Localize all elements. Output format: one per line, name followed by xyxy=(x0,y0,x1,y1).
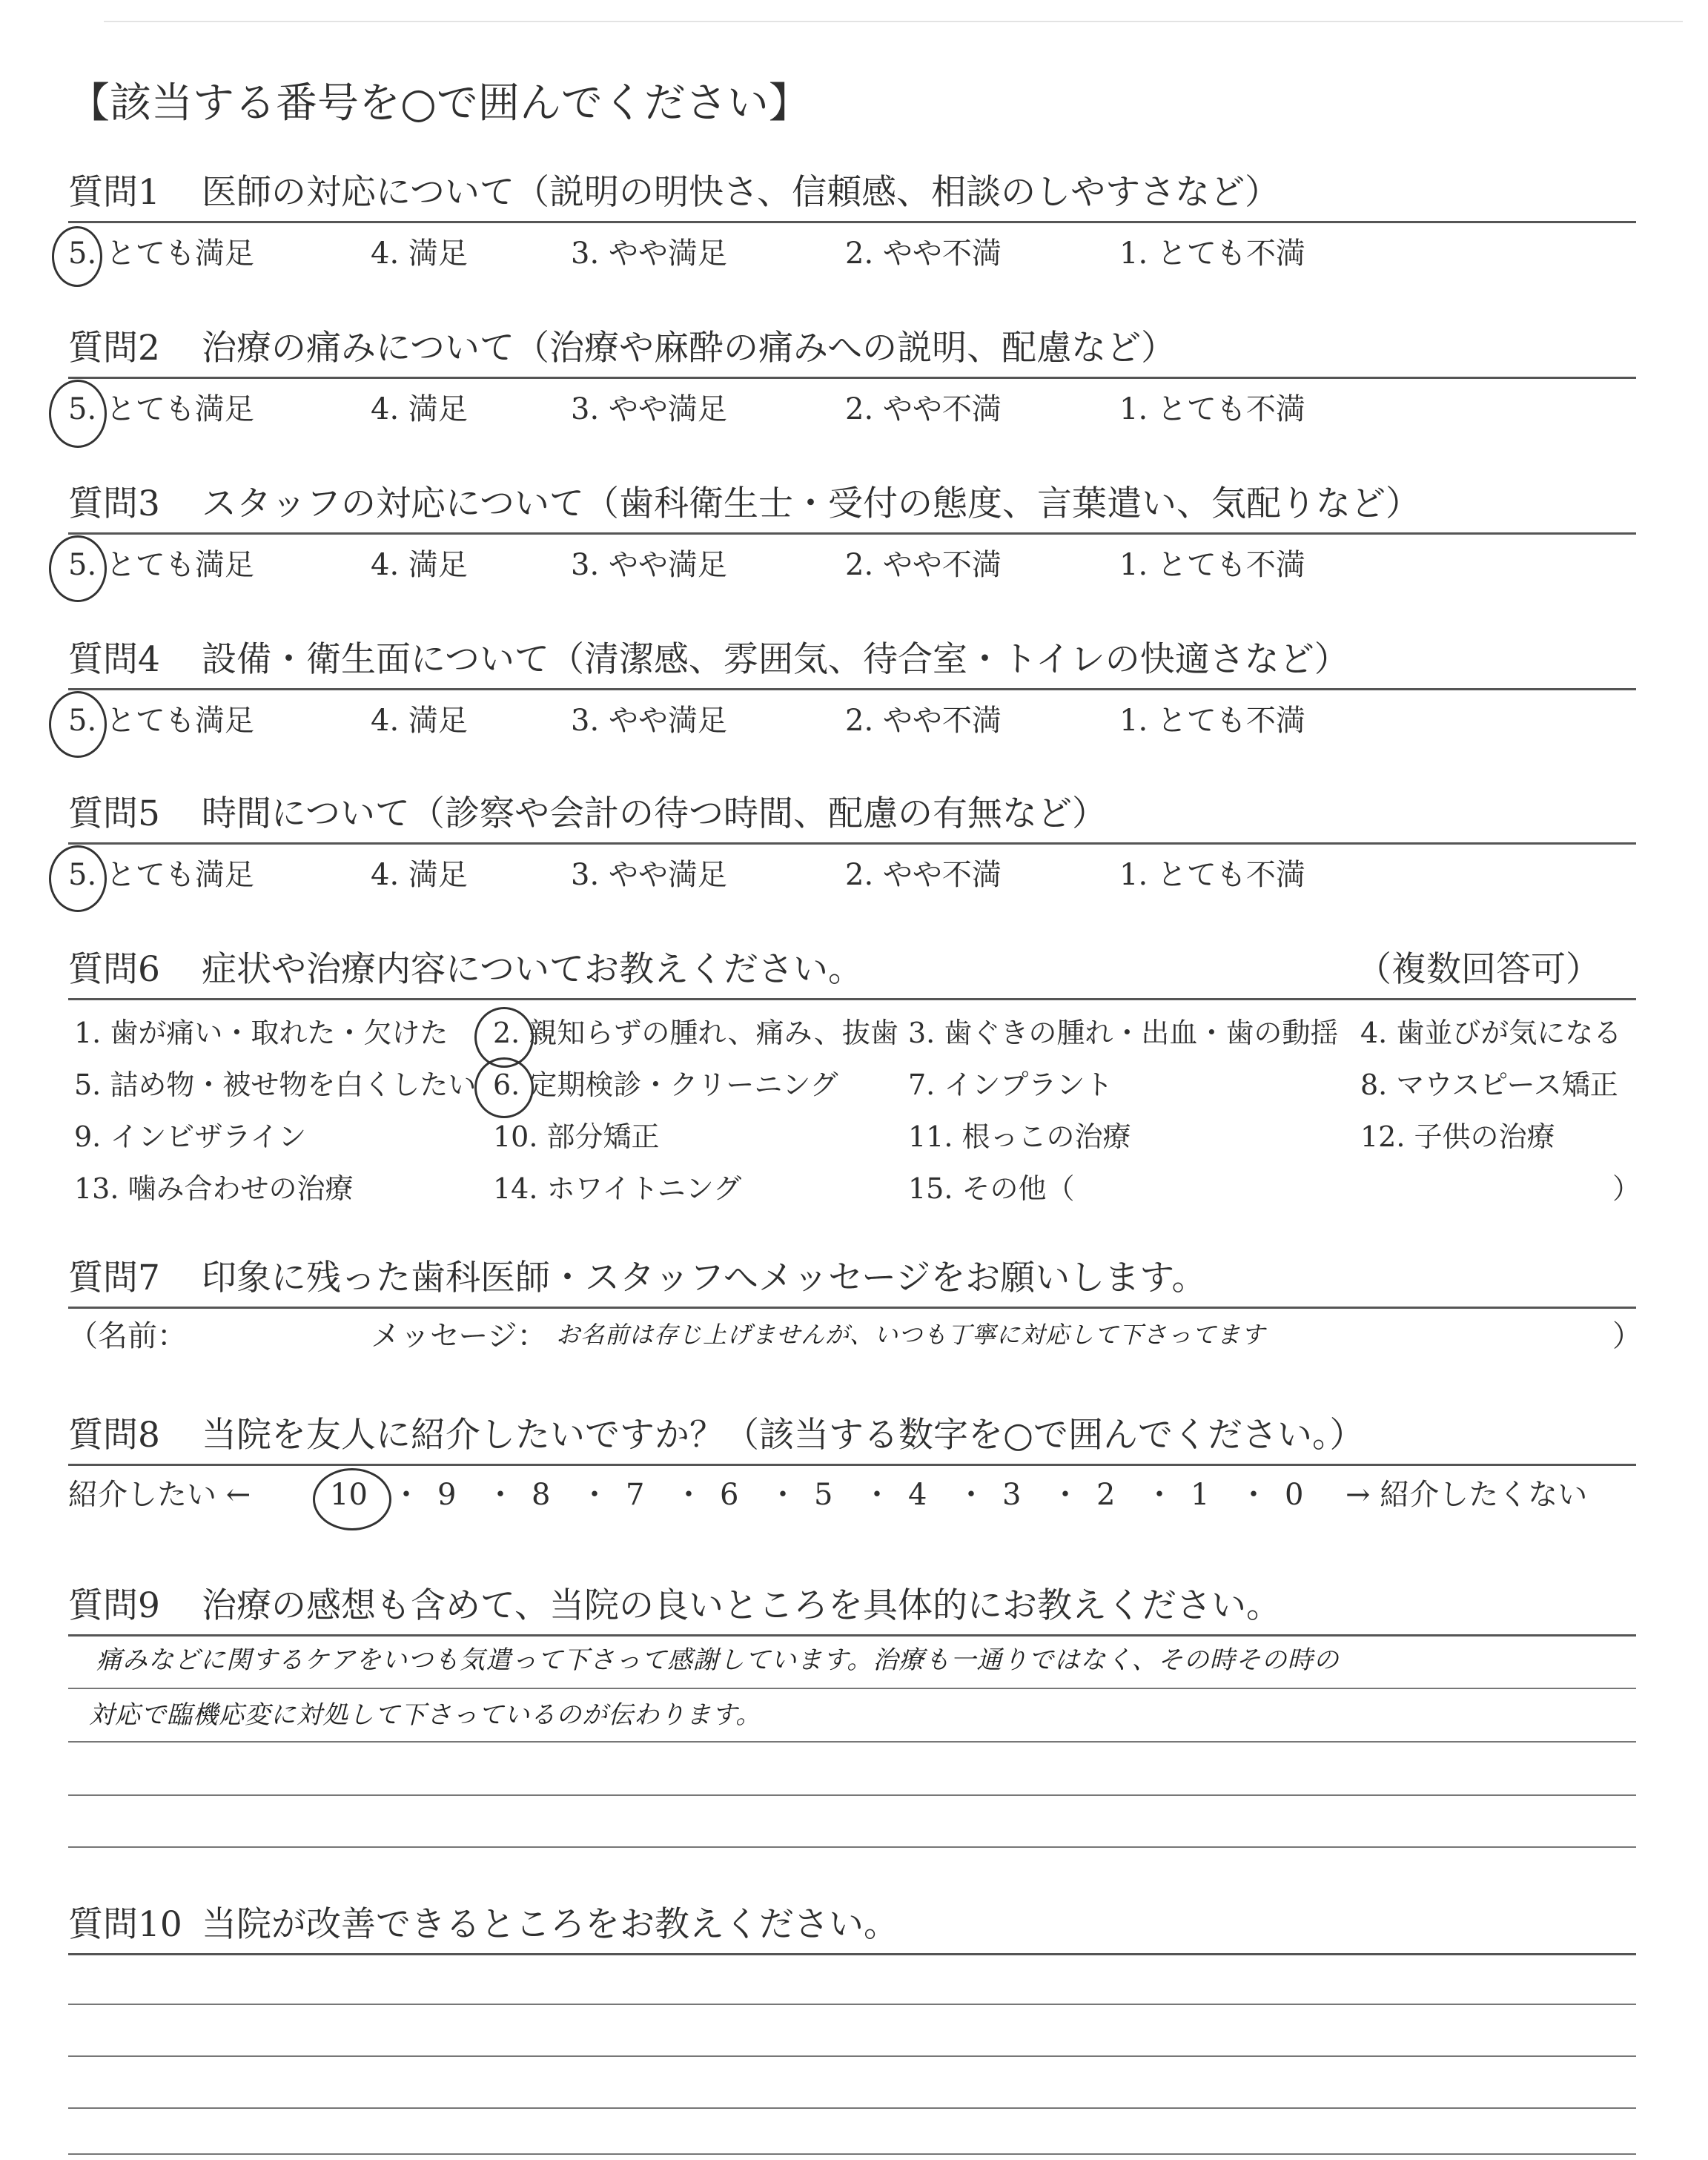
q9-writing-line xyxy=(68,1794,1636,1796)
q8-scale-dot: ・ xyxy=(391,1478,421,1512)
q1-rule xyxy=(68,221,1636,223)
q4-option-3[interactable]: 3. やや満足 xyxy=(571,704,727,738)
q1-number: 質問1 xyxy=(68,172,160,213)
q2-text: 治療の痛みについて（治療や麻酔の痛みへの説明、配慮など） xyxy=(202,328,1176,369)
q4-number: 質問4 xyxy=(68,639,160,680)
q10-text: 当院が改善できるところをお教えください。 xyxy=(202,1904,898,1945)
q6-option-13[interactable]: 13. 噛み合わせの治療 xyxy=(74,1172,354,1205)
q6-number: 質問6 xyxy=(68,949,160,990)
q9-text: 治療の感想も含めて、当院の良いところを具体的にお教えください。 xyxy=(202,1585,1282,1626)
q7-text: 印象に残った歯科医師・スタッフへメッセージをお願いします。 xyxy=(202,1258,1207,1298)
q3-option-5[interactable]: 5. とても満足 xyxy=(68,548,254,582)
q5-number: 質問5 xyxy=(68,793,160,834)
q8-scale-dot: ・ xyxy=(1239,1478,1268,1512)
q2-option-3[interactable]: 3. やや満足 xyxy=(571,392,727,426)
q8-scale-dot: ・ xyxy=(1145,1478,1174,1512)
q8-scale-dot: ・ xyxy=(768,1478,798,1512)
q8-selection-circle xyxy=(313,1468,391,1530)
q2-option-5[interactable]: 5. とても満足 xyxy=(68,392,254,426)
q9-number: 質問9 xyxy=(68,1585,160,1626)
q2-number: 質問2 xyxy=(68,328,160,369)
q8-scale-dot: ・ xyxy=(486,1478,515,1512)
q8-scale-dot: ・ xyxy=(674,1478,704,1512)
q6-option-15-close: ） xyxy=(1612,1172,1641,1205)
q2-option-2[interactable]: 2. やや不満 xyxy=(845,392,1002,426)
q5-option-4[interactable]: 4. 満足 xyxy=(371,858,468,892)
q1-option-5[interactable]: 5. とても満足 xyxy=(68,237,254,271)
q2-rule xyxy=(68,377,1636,379)
scan-top-edge xyxy=(104,21,1683,22)
q8-scale-7[interactable]: 7 xyxy=(626,1478,645,1512)
q6-option-11[interactable]: 11. 根っこの治療 xyxy=(908,1120,1131,1153)
q9-handwritten-line-1[interactable]: 痛みなどに関するケアをいつも気遣って下さって感謝しています。治療も一通りではなく、その時その時の xyxy=(96,1645,1340,1675)
q1-text: 医師の対応について（説明の明快さ、信頼感、相談のしやすさなど） xyxy=(202,172,1280,213)
q6-option-4[interactable]: 4. 歯並びが気になる xyxy=(1360,1017,1622,1049)
q10-rule xyxy=(68,1953,1636,1955)
q6-option-1[interactable]: 1. 歯が痛い・取れた・欠けた xyxy=(74,1017,448,1049)
q10-writing-line xyxy=(68,2153,1636,2155)
q8-scale-dot: ・ xyxy=(956,1478,986,1512)
q2-selection-circle xyxy=(49,380,107,448)
q8-scale-4[interactable]: 4 xyxy=(908,1478,927,1512)
q7-close-paren: ） xyxy=(1612,1319,1642,1353)
q6-option-12[interactable]: 12. 子供の治療 xyxy=(1360,1120,1555,1153)
q7-message-label: メッセージ： xyxy=(371,1319,547,1353)
q4-text: 設備・衛生面について（清潔感、雰囲気、待合室・トイレの快適さなど） xyxy=(202,639,1349,680)
q7-name-label: （名前： xyxy=(68,1319,187,1353)
q6-option-3[interactable]: 3. 歯ぐきの腫れ・出血・歯の動揺 xyxy=(908,1017,1339,1049)
q1-option-1[interactable]: 1. とても不満 xyxy=(1119,237,1305,271)
q6-option-15[interactable]: 15. その他（ xyxy=(908,1172,1075,1205)
q4-option-2[interactable]: 2. やや不満 xyxy=(845,704,1002,738)
q9-rule xyxy=(68,1634,1636,1636)
q1-option-3[interactable]: 3. やや満足 xyxy=(571,237,727,271)
q4-rule xyxy=(68,688,1636,690)
q3-option-4[interactable]: 4. 満足 xyxy=(371,548,468,582)
q3-number: 質問3 xyxy=(68,483,160,524)
q4-option-1[interactable]: 1. とても不満 xyxy=(1119,704,1305,738)
q6-option-8[interactable]: 8. マウスピース矯正 xyxy=(1360,1069,1618,1101)
q9-writing-line xyxy=(68,1688,1636,1689)
q6-option-9[interactable]: 9. インビザライン xyxy=(74,1120,307,1153)
q6-option-14[interactable]: 14. ホワイトニング xyxy=(493,1172,742,1205)
q6-note: （複数回答可） xyxy=(1357,949,1601,990)
q6-text: 症状や治療内容についてお教えください。 xyxy=(202,949,864,990)
q6-option-10[interactable]: 10. 部分矯正 xyxy=(493,1120,660,1153)
q6-option-7[interactable]: 7. インプラント xyxy=(908,1069,1113,1101)
q8-scale-10[interactable]: 10 xyxy=(330,1478,368,1512)
q8-scale-dot: ・ xyxy=(862,1478,892,1512)
q8-text: 当院を友人に紹介したいですか？（該当する数字を○で囲んでください。） xyxy=(202,1415,1365,1456)
q8-scale-dot: ・ xyxy=(1050,1478,1080,1512)
q5-selection-circle xyxy=(49,845,107,912)
q3-option-2[interactable]: 2. やや不満 xyxy=(845,548,1002,582)
q5-rule xyxy=(68,842,1636,845)
q8-scale-3[interactable]: 3 xyxy=(1002,1478,1022,1512)
q8-scale-1[interactable]: 1 xyxy=(1191,1478,1210,1512)
q7-message-handwritten[interactable]: お名前は存じ上げませんが、いつも丁寧に対応して下さってます xyxy=(556,1321,1266,1349)
q8-rule xyxy=(68,1464,1636,1466)
q1-selection-circle xyxy=(52,226,102,287)
q4-option-5[interactable]: 5. とても満足 xyxy=(68,704,254,738)
q10-writing-line xyxy=(68,2107,1636,2109)
q8-scale-dot: ・ xyxy=(580,1478,609,1512)
q8-scale-2[interactable]: 2 xyxy=(1096,1478,1116,1512)
q5-option-1[interactable]: 1. とても不満 xyxy=(1119,858,1305,892)
q6-option-5[interactable]: 5. 詰め物・被せ物を白くしたい xyxy=(74,1069,477,1101)
q5-text: 時間について（診察や会計の待つ時間、配慮の有無など） xyxy=(202,793,1108,834)
q8-left-label: 紹介したい ← xyxy=(68,1478,251,1512)
q8-scale-0[interactable]: 0 xyxy=(1285,1478,1304,1512)
q4-selection-circle xyxy=(49,691,107,758)
q4-option-4[interactable]: 4. 満足 xyxy=(371,704,468,738)
q7-rule xyxy=(68,1307,1636,1309)
q8-scale-6[interactable]: 6 xyxy=(720,1478,739,1512)
q8-scale-8[interactable]: 8 xyxy=(532,1478,551,1512)
q3-selection-circle xyxy=(49,535,107,602)
q2-option-4[interactable]: 4. 満足 xyxy=(371,392,468,426)
q8-scale-5[interactable]: 5 xyxy=(814,1478,833,1512)
q5-option-2[interactable]: 2. やや不満 xyxy=(845,858,1002,892)
q9-writing-line xyxy=(68,1741,1636,1743)
q5-option-5[interactable]: 5. とても満足 xyxy=(68,858,254,892)
q8-right-label: → 紹介したくない xyxy=(1345,1478,1588,1512)
q7-number: 質問7 xyxy=(68,1258,160,1298)
q5-option-3[interactable]: 3. やや満足 xyxy=(571,858,727,892)
q3-option-1[interactable]: 1. とても不満 xyxy=(1119,548,1305,582)
q3-option-3[interactable]: 3. やや満足 xyxy=(571,548,727,582)
q10-writing-line xyxy=(68,2004,1636,2005)
q9-writing-line xyxy=(68,1846,1636,1848)
q6-option-2[interactable]: 2. 親知らずの腫れ、痛み、抜歯 xyxy=(493,1017,898,1049)
q8-number: 質問8 xyxy=(68,1415,160,1456)
q2-option-1[interactable]: 1. とても不満 xyxy=(1119,392,1305,426)
q10-number: 質問10 xyxy=(68,1904,182,1945)
q10-writing-line xyxy=(68,2055,1636,2057)
q6-selection-circle-6 xyxy=(474,1057,534,1118)
q8-scale-9[interactable]: 9 xyxy=(437,1478,457,1512)
q9-handwritten-line-2[interactable]: 対応で臨機応変に対処して下さっているのが伝わります。 xyxy=(89,1700,762,1730)
q1-option-4[interactable]: 4. 満足 xyxy=(371,237,468,271)
q6-option-6[interactable]: 6. 定期検診・クリーニング xyxy=(493,1069,838,1101)
q3-rule xyxy=(68,532,1636,535)
page-title: 【該当する番号を○で囲んでください】 xyxy=(68,79,810,128)
q6-rule xyxy=(68,998,1636,1000)
q3-text: スタッフの対応について（歯科衛生士・受付の態度、言葉遣い、気配りなど） xyxy=(202,483,1421,524)
q1-option-2[interactable]: 2. やや不満 xyxy=(845,237,1002,271)
